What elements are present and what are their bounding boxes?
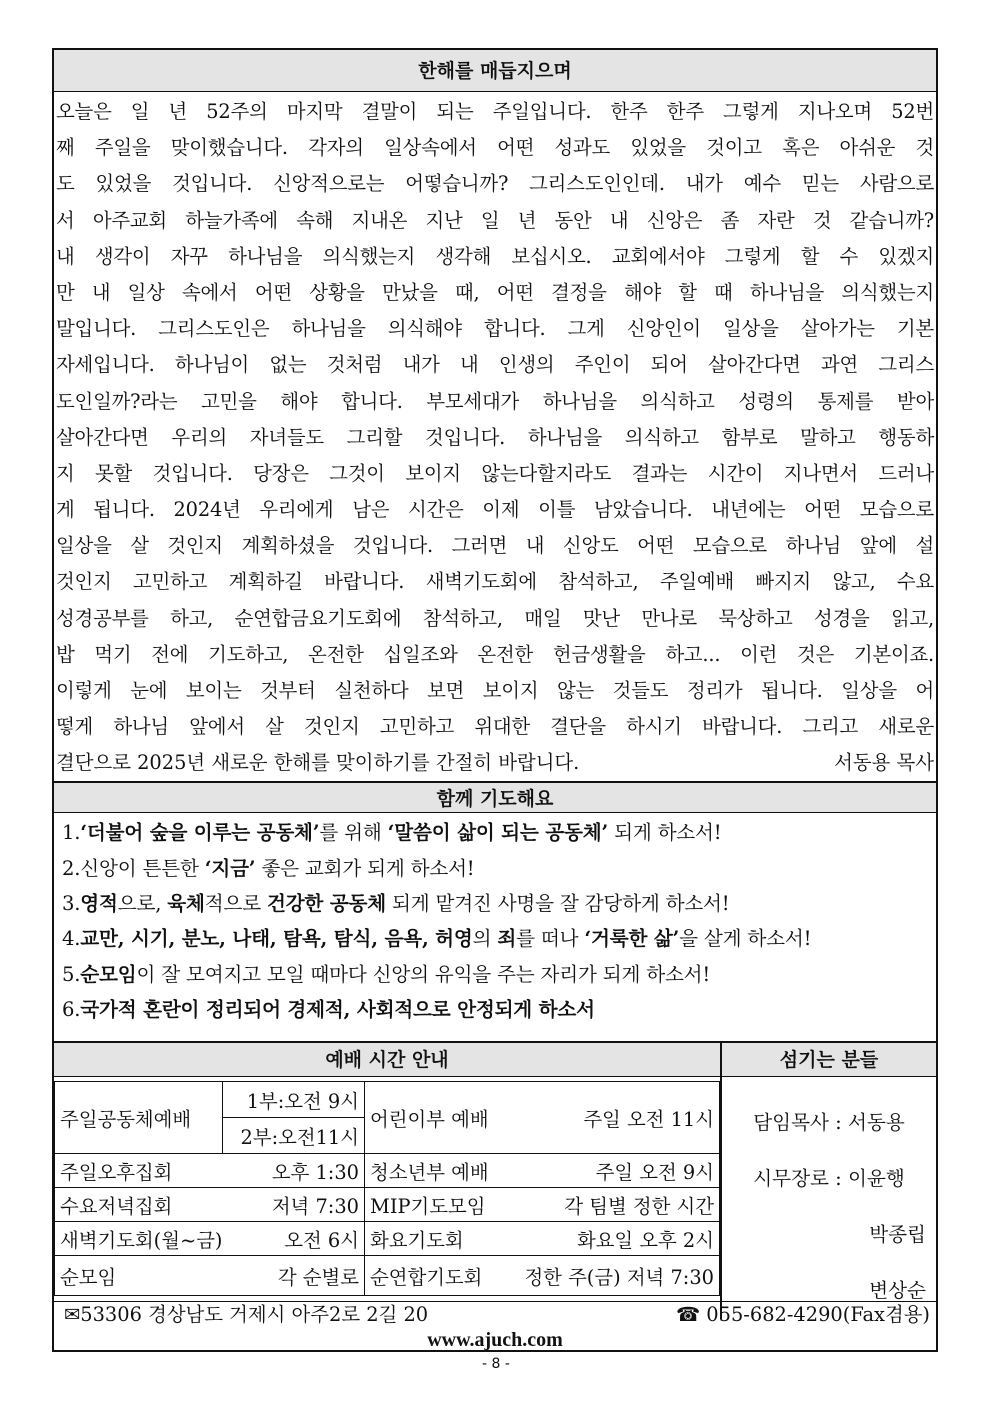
prayer-text: 6. (62, 997, 81, 1021)
essay-last-sentence: 결단으로 2025년 새로운 한해를 맞이하기를 간절히 바랍니다. (56, 751, 580, 775)
staff-pastor: 담임목사 : 서동용 (753, 1111, 905, 1134)
essay-line: 도 있었을 것입니다. 신앙적으로는 어떻습니까? 그리스도인인데. 내가 예수 믿는 사람으로 (56, 172, 934, 196)
children-service-cell (365, 1082, 720, 1154)
schedule-name: 수요저녁집회 (60, 1194, 173, 1218)
staff-list (722, 1077, 936, 1319)
essay-line: 자세입니다. 하나님이 없는 것처럼 내가 내 인생의 주인이 되어 살아간다면 과연 그리스 (56, 353, 934, 377)
schedule-time: 주일 오전 9시 (595, 1160, 714, 1184)
prayer-text: 를 떠나 (516, 927, 585, 951)
schedule-time: 오후 1:30 (271, 1160, 359, 1184)
prayer-emphasis: ‘더불어 숲을 이루는 공동체’ (80, 821, 320, 845)
essay-line: 성경공부를 하고, 순연합금요기도회에 참석하고, 매일 맛난 만나로 묵상하고 성경을 읽고, (56, 606, 934, 630)
first-service-time: 1부:오전 9시 (223, 1082, 365, 1118)
phone-text: 055-682-4290(Fax겸용) (706, 1303, 930, 1326)
essay-body (54, 92, 936, 781)
essay-line: 이렇게 눈에 보이는 것부터 실천하다 보면 보이지 않는 것들도 정리가 됩니다. 일상을 어 (56, 679, 934, 702)
table-row (55, 1188, 720, 1222)
sunday-service-name: 주일공동체예배 (55, 1082, 223, 1154)
prayer-item (62, 921, 930, 956)
prayer-text: 좋은 교회가 되게 하소서! (255, 856, 475, 880)
prayer-emphasis: ‘거룩한 삶’ (584, 927, 680, 951)
address-text: 53306 경상남도 거제시 아주2로 2길 20 (80, 1303, 429, 1326)
schedule-time: 화요일 오후 2시 (576, 1228, 714, 1252)
schedule-time: 정한 주(금) 저녁 7:30 (524, 1265, 714, 1289)
schedule-panel (54, 1043, 722, 1319)
table-row (55, 1256, 720, 1296)
schedule-name: 청소년부 예배 (370, 1160, 489, 1184)
schedule-name: MIP기도모임 (370, 1194, 486, 1218)
staff-elder: 시무장로 : 이윤행 (753, 1167, 905, 1190)
prayer-title: 함께 기도해요 (54, 781, 936, 813)
prayer-text: 4. (62, 927, 81, 951)
phone-icon: ☎ (675, 1303, 701, 1326)
prayer-text: 적으로 (204, 891, 267, 915)
website-link[interactable]: www.ajuch.com (427, 1329, 563, 1351)
schedule-title: 예배 시간 안내 (54, 1043, 720, 1077)
staff-elder-name: 변상순 (869, 1279, 926, 1302)
second-service-time: 2부:오전11시 (223, 1118, 365, 1154)
prayer-text: 5. (62, 962, 81, 986)
staff-elder-name: 박종립 (869, 1223, 926, 1246)
schedule-name: 주일오후집회 (60, 1160, 173, 1184)
essay-line: 게 됩니다. 2024년 우리에게 남은 시간은 이제 이틀 남았습니다. 내년에는 어떤 모습으로 (56, 498, 934, 522)
prayer-text: 을 살게 하소서! (679, 927, 812, 951)
schedule-name: 순연합기도회 (370, 1265, 483, 1289)
staff-title: 섬기는 분들 (722, 1043, 936, 1077)
schedule-time: 저녁 7:30 (271, 1194, 359, 1218)
essay-author: 서동용 목사 (834, 751, 934, 775)
prayer-emphasis: 건강한 공동체 (266, 891, 386, 915)
prayer-text: 1. (62, 821, 81, 845)
prayer-item (62, 851, 930, 886)
footer (54, 1301, 936, 1352)
prayer-emphasis: 죄 (497, 927, 517, 951)
address-block (64, 1302, 428, 1328)
essay-line: 일상을 살 것인지 계획하셨을 것입니다. 그러면 내 신앙도 어떤 모습으로 하나님 앞에 설 (56, 534, 934, 558)
prayer-item (62, 886, 930, 921)
table-row (55, 1082, 720, 1118)
schedule-time: 각 팀별 정한 시간 (564, 1194, 714, 1218)
essay-title: 한해를 매듭지으며 (54, 50, 936, 92)
schedule-name: 새벽기도회(월~금) (60, 1228, 223, 1252)
page-number: - 8 - (482, 1356, 510, 1372)
prayer-list (54, 813, 936, 1027)
essay-line: 지 못할 것입니다. 당장은 그것이 보이지 않는다할지라도 결과는 시간이 지나면서 드러나 (56, 461, 934, 485)
prayer-item (62, 815, 930, 850)
essay-line: 서 아주교회 하늘가족에 속해 지내온 지난 일 년 동안 내 신앙은 좀 자란 것 같습니까? (56, 208, 934, 232)
prayer-emphasis: 순모임 (80, 962, 137, 986)
prayer-text: 이 잘 모여지고 모일 때마다 신앙의 유익을 주는 자리가 되게 하소서! (136, 962, 711, 986)
essay-line: 떻게 하나님 앞에서 살 것인지 고민하고 위대한 결단을 하시기 바랍니다. 그리고 새로운 (56, 715, 934, 739)
essay-closing-line (56, 745, 934, 781)
schedule-table (54, 1081, 720, 1296)
prayer-emphasis: ‘말씀이 삶이 되는 공동체’ (387, 821, 609, 845)
children-service-name: 어린이부 예배 (370, 1107, 489, 1131)
prayer-item (62, 992, 930, 1027)
essay-line: 것인지 고민하고 계획하길 바랍니다. 새벽기도회에 참석하고, 주일예배 빠지지 않고, 수요 (56, 570, 934, 594)
essay-line: 째 주일을 맞이했습니다. 각자의 일상속에서 어떤 성과도 있었을 것이고 혹은 아쉬운 것 (56, 136, 934, 160)
prayer-text: 3. (62, 891, 81, 915)
essay-line: 도인일까?라는 고민을 해야 합니다. 부모세대가 하나님을 의식하고 성령의 통제를 받아 (56, 389, 934, 413)
prayer-emphasis: ‘지금’ (204, 856, 256, 880)
essay-line: 말입니다. 그리스도인은 하나님을 의식해야 합니다. 그게 신앙인이 일상을 살아가는 기본 (56, 317, 934, 341)
schedule-name: 화요기도회 (370, 1228, 464, 1252)
table-row (55, 1222, 720, 1256)
prayer-text: 되게 하소서! (608, 821, 722, 845)
essay-line: 오늘은 일 년 52주의 마지막 결말이 되는 주일입니다. 한주 한주 그렇게 지나오며 52번 (56, 100, 935, 123)
schedule-time: 오전 6시 (284, 1228, 359, 1252)
prayer-emphasis: 국가적 혼란이 정리되어 경제적, 사회적으로 안정되게 하소서 (80, 997, 595, 1021)
essay-line: 내 생각이 자꾸 하나님을 의식했는지 생각해 보십시오. 교회에서야 그렇게 할 수 있겠지 (56, 244, 934, 268)
prayer-text: 되게 맡겨진 사명을 잘 감당하게 하소서! (385, 891, 730, 915)
essay-line: 만 내 일상 속에서 어떤 상황을 만났을 때, 어떤 결정을 해야 할 때 하나님을 의식했는지 (56, 280, 934, 304)
schedule-time: 각 순별로 (277, 1265, 359, 1289)
phone-block (676, 1302, 930, 1328)
prayer-text: 를 위해 (319, 821, 388, 845)
essay-line: 살아간다면 우리의 자녀들도 그리할 것입니다. 하나님을 의식하고 함부로 말하고 행동하 (56, 425, 934, 449)
envelope-icon: ✉ (64, 1303, 81, 1326)
prayer-emphasis: 영적 (80, 891, 118, 915)
bulletin-page-frame (52, 48, 938, 1352)
prayer-text: 2.신앙이 튼튼한 (62, 856, 205, 880)
prayer-text: 의 (472, 927, 498, 951)
schedule-name: 순모임 (60, 1265, 117, 1289)
prayer-text: 으로, (117, 891, 168, 915)
table-row (55, 1154, 720, 1188)
prayer-item (62, 957, 930, 992)
essay-line: 밥 먹기 전에 기도하고, 온전한 십일조와 온전한 헌금생활을 하고... 이런 것은 기본이죠. (56, 642, 934, 666)
prayer-emphasis: 교만, 시기, 분노, 나태, 탐욕, 탐식, 음욕, 허영 (80, 927, 473, 951)
info-section (54, 1041, 936, 1319)
staff-panel (722, 1043, 936, 1319)
prayer-emphasis: 육체 (167, 891, 205, 915)
children-service-time: 주일 오전 11시 (583, 1107, 714, 1131)
